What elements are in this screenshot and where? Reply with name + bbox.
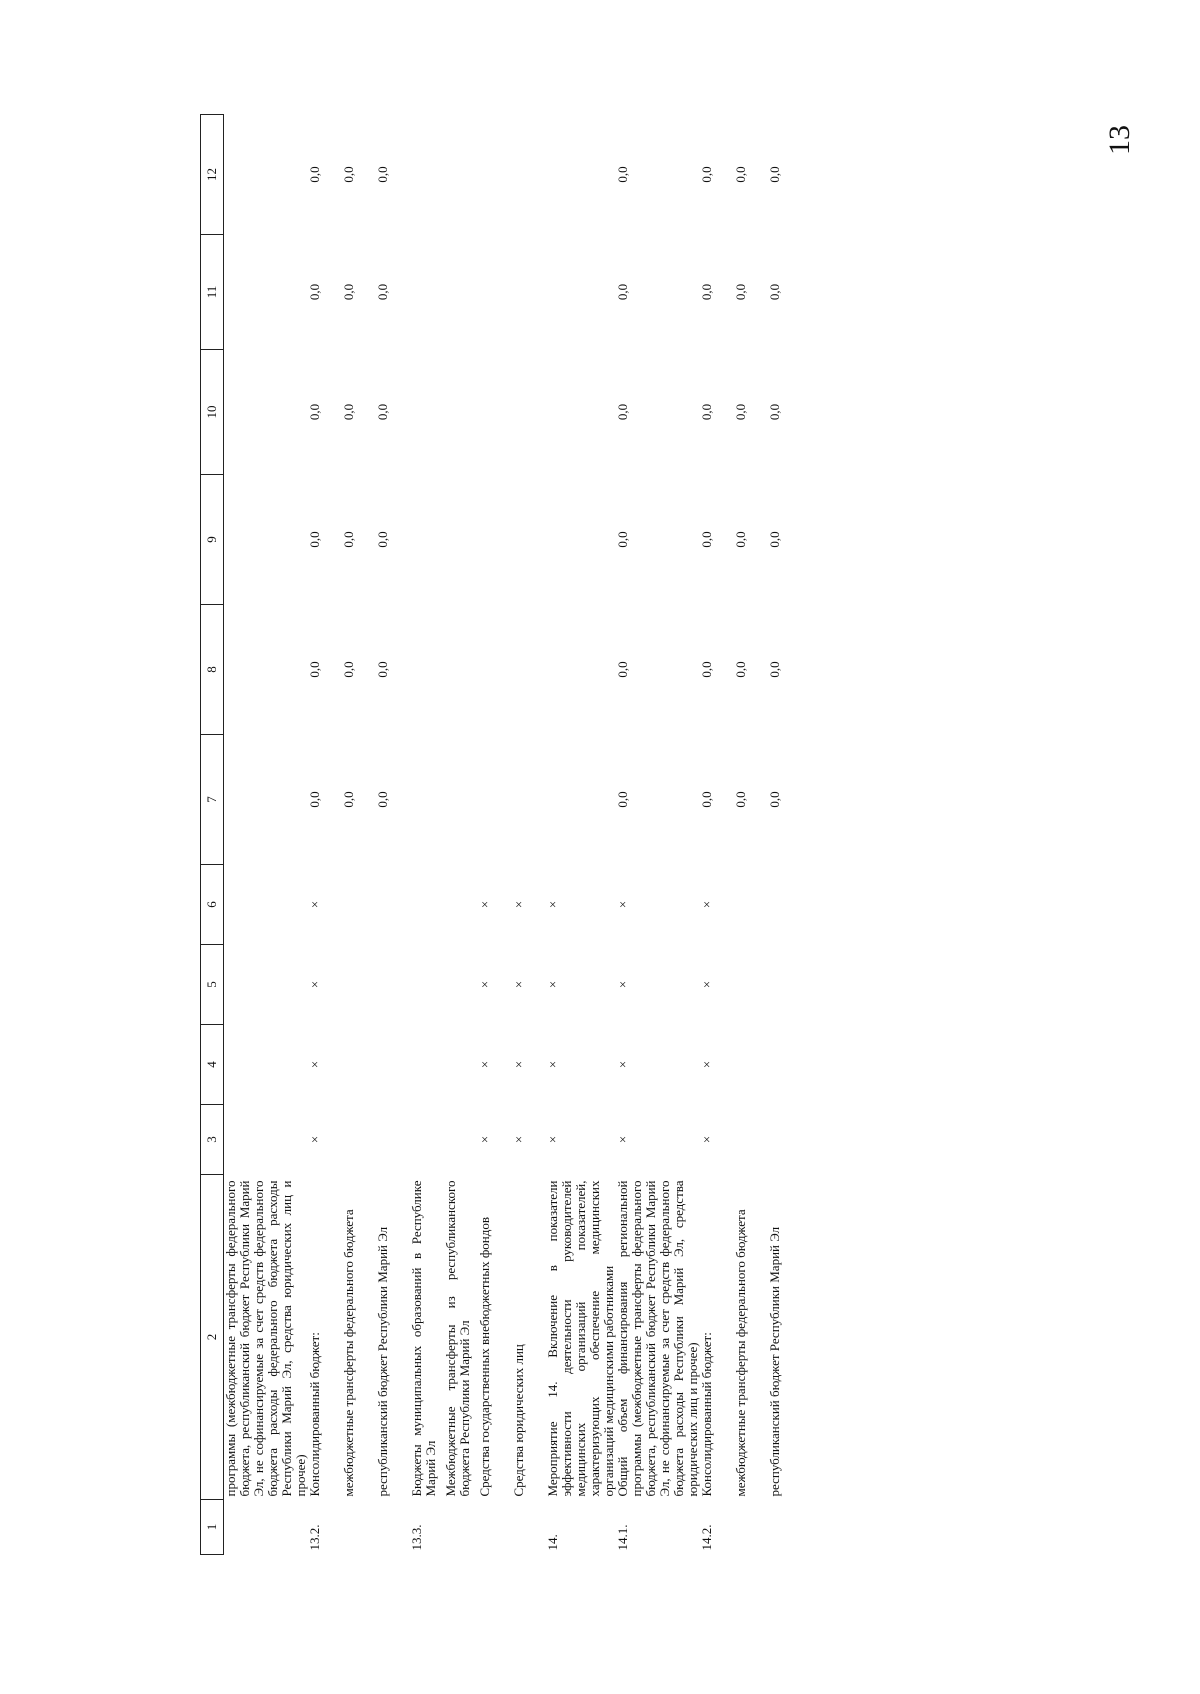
table-row: [700, 115, 734, 1555]
table-row: [768, 115, 802, 1555]
cell-c10: [444, 350, 478, 475]
cell-c11: 0,0: [699, 283, 714, 301]
cell-c9: 0,0: [375, 531, 390, 548]
cell-c10: 0,0: [307, 403, 322, 421]
cell-c10: 0,0: [733, 403, 748, 421]
cell-c8: 0,0: [733, 661, 748, 678]
cell-c12: [410, 115, 444, 235]
cell-c10: 0,0: [615, 403, 630, 421]
cell-c11: [546, 235, 616, 350]
cell-c12: 0,0: [699, 166, 714, 183]
cell-c12: [478, 115, 512, 235]
table-row: [308, 115, 342, 1555]
column-header-1: 1: [201, 1500, 224, 1555]
financing-table: [200, 114, 802, 1555]
cell-c4: [224, 1025, 309, 1105]
cell-c9: 0,0: [307, 531, 322, 548]
cell-c7: [444, 735, 478, 865]
table-row: [444, 115, 478, 1555]
cell-c3: ×: [615, 1135, 630, 1144]
cell-c12: [512, 115, 546, 235]
column-header-8: 8: [201, 605, 224, 735]
cell-c10: 0,0: [699, 403, 714, 421]
cell-c6: [444, 865, 478, 945]
cell-c7: [478, 735, 512, 865]
row-description: Средства государственных внебюджетных фондов: [477, 1217, 492, 1497]
cell-c9: [478, 475, 512, 605]
cell-c5: [224, 945, 309, 1025]
cell-c3: ×: [699, 1135, 714, 1144]
cell-c4: ×: [511, 1060, 526, 1069]
table-row: [546, 115, 616, 1555]
cell-c8: [224, 605, 309, 735]
row-number: [224, 1500, 309, 1555]
cell-c7: [224, 735, 309, 865]
cell-c6: ×: [511, 900, 526, 909]
cell-c8: [512, 605, 546, 735]
cell-c10: [546, 350, 616, 475]
rotated-table-container: [200, 115, 980, 1555]
cell-c12: [224, 115, 309, 235]
cell-c4: ×: [477, 1060, 492, 1069]
cell-c7: 0,0: [307, 791, 322, 808]
cell-c12: 0,0: [375, 166, 390, 183]
row-number: [478, 1500, 512, 1555]
cell-c11: [444, 235, 478, 350]
cell-c9: 0,0: [341, 531, 356, 548]
cell-c12: 0,0: [767, 166, 782, 183]
cell-c4: [376, 1025, 410, 1105]
cell-c3: [410, 1105, 444, 1175]
column-header-2: 2: [201, 1175, 224, 1500]
cell-c6: ×: [477, 900, 492, 909]
column-header-7: 7: [201, 735, 224, 865]
cell-c8: 0,0: [767, 661, 782, 678]
cell-c11: 0,0: [733, 283, 748, 301]
cell-c11: 0,0: [375, 283, 390, 301]
cell-c6: [376, 865, 410, 945]
row-number: 13.3.: [409, 1524, 424, 1551]
cell-c6: [734, 865, 768, 945]
cell-c4: [342, 1025, 376, 1105]
table-row: [342, 115, 376, 1555]
cell-c5: ×: [615, 980, 630, 989]
cell-c6: ×: [307, 900, 322, 909]
row-number: [376, 1500, 410, 1555]
cell-c9: [546, 475, 616, 605]
row-description: Средства юридических лиц: [511, 1344, 526, 1497]
cell-c4: [444, 1025, 478, 1105]
cell-c6: ×: [545, 900, 560, 909]
cell-c5: [444, 945, 478, 1025]
cell-c3: [768, 1105, 802, 1175]
cell-c7: [512, 735, 546, 865]
table-header-row: [201, 115, 224, 1555]
table-row: [512, 115, 546, 1555]
row-description: Консолидированный бюджет:: [699, 1332, 714, 1497]
cell-c5: ×: [699, 980, 714, 989]
cell-c11: 0,0: [341, 283, 356, 301]
cell-c12: 0,0: [733, 166, 748, 183]
cell-c7: 0,0: [341, 791, 356, 808]
column-header-5: 5: [201, 945, 224, 1025]
cell-c8: 0,0: [699, 661, 714, 678]
row-description: республиканский бюджет Республики Марий Эл: [767, 1226, 782, 1497]
cell-c11: [224, 235, 309, 350]
column-header-6: 6: [201, 865, 224, 945]
cell-c3: [734, 1105, 768, 1175]
cell-c12: [546, 115, 616, 235]
cell-c6: [224, 865, 309, 945]
cell-c11: [478, 235, 512, 350]
cell-c8: [546, 605, 616, 735]
cell-c10: [478, 350, 512, 475]
cell-c5: [734, 945, 768, 1025]
cell-c10: [224, 350, 309, 475]
cell-c11: 0,0: [307, 283, 322, 301]
cell-c9: [444, 475, 478, 605]
table-row: [376, 115, 410, 1555]
row-number: [444, 1500, 478, 1555]
cell-c12: 0,0: [615, 166, 630, 183]
cell-c8: 0,0: [375, 661, 390, 678]
row-description: Межбюджетные трансферты из республиканского бюджета Республики Марий Эл: [443, 1180, 472, 1497]
cell-c5: [768, 945, 802, 1025]
cell-c6: ×: [615, 900, 630, 909]
cell-c4: ×: [699, 1060, 714, 1069]
cell-c8: [410, 605, 444, 735]
cell-c4: [734, 1025, 768, 1105]
cell-c7: 0,0: [375, 791, 390, 808]
cell-c7: [410, 735, 444, 865]
cell-c5: ×: [477, 980, 492, 989]
cell-c6: ×: [699, 900, 714, 909]
cell-c4: ×: [545, 1060, 560, 1069]
row-description: межбюджетные трансферты федерального бюджета: [341, 1209, 356, 1497]
cell-c5: ×: [545, 980, 560, 989]
table-row: [224, 115, 309, 1555]
row-number: 13.2.: [307, 1524, 322, 1551]
cell-c8: 0,0: [307, 661, 322, 678]
cell-c7: 0,0: [699, 791, 714, 808]
column-header-12: 12: [201, 115, 224, 235]
cell-c9: [512, 475, 546, 605]
row-number: 14.1.: [615, 1524, 630, 1551]
cell-c4: ×: [307, 1060, 322, 1069]
cell-c9: 0,0: [615, 531, 630, 548]
cell-c12: [444, 115, 478, 235]
cell-c6: [342, 865, 376, 945]
cell-c5: ×: [307, 980, 322, 989]
row-number: [734, 1500, 768, 1555]
cell-c3: [342, 1105, 376, 1175]
cell-c11: [410, 235, 444, 350]
cell-c3: ×: [545, 1135, 560, 1144]
cell-c6: [768, 865, 802, 945]
cell-c7: 0,0: [733, 791, 748, 808]
cell-c8: [444, 605, 478, 735]
cell-c10: [410, 350, 444, 475]
cell-c3: [376, 1105, 410, 1175]
cell-c5: [410, 945, 444, 1025]
cell-c12: 0,0: [307, 166, 322, 183]
cell-c8: 0,0: [615, 661, 630, 678]
row-number: [768, 1500, 802, 1555]
cell-c6: [410, 865, 444, 945]
table-row: [478, 115, 512, 1555]
cell-c11: 0,0: [767, 283, 782, 301]
table-row: [616, 115, 700, 1555]
row-description: программы (межбюджетные трансферты федерального бюджета, республиканский бюджет Республики Марий Эл, не софинансируемые за счет средств федерального бюджета расходы федерального бюджета расходы Республики Марий Эл, средства юридических лиц и прочее): [223, 1180, 308, 1497]
cell-c3: ×: [307, 1135, 322, 1144]
row-number: [342, 1500, 376, 1555]
cell-c3: [224, 1105, 309, 1175]
cell-c5: [342, 945, 376, 1025]
cell-c4: [768, 1025, 802, 1105]
cell-c10: 0,0: [767, 403, 782, 421]
cell-c8: 0,0: [341, 661, 356, 678]
cell-c8: [478, 605, 512, 735]
row-number: 14.2.: [699, 1524, 714, 1551]
cell-c12: 0,0: [341, 166, 356, 183]
cell-c9: [410, 475, 444, 605]
cell-c9: [224, 475, 309, 605]
cell-c11: 0,0: [615, 283, 630, 301]
row-description: Мероприятие 14. Включение в показатели эффективности деятельности руководителей медицинских организаций показателей, характеризующих обеспечение медицинских организаций медицинскими работниками: [545, 1180, 616, 1497]
row-description: межбюджетные трансферты федерального бюджета: [733, 1209, 748, 1497]
cell-c3: ×: [477, 1135, 492, 1144]
cell-c5: [376, 945, 410, 1025]
page-number: 13: [1103, 125, 1136, 155]
cell-c9: 0,0: [767, 531, 782, 548]
row-description: Бюджеты муниципальных образований в Республике Марий Эл: [409, 1180, 438, 1497]
column-header-11: 11: [201, 235, 224, 350]
cell-c3: ×: [511, 1135, 526, 1144]
table-body: [224, 115, 803, 1555]
cell-c10: 0,0: [375, 403, 390, 421]
row-description: республиканский бюджет Республики Марий Эл: [375, 1226, 390, 1497]
column-header-4: 4: [201, 1025, 224, 1105]
row-description: Общий объем финансирования региональной программы (межбюджетные трансферты федерального бюджета, республиканский бюджет Республики Марий Эл, не софинансируемые за счет средств федерального бюджета расходы Республики Марий Эл, средства юридических лиц и прочее): [615, 1180, 700, 1497]
cell-c5: ×: [511, 980, 526, 989]
cell-c3: [444, 1105, 478, 1175]
cell-c4: ×: [615, 1060, 630, 1069]
cell-c10: 0,0: [341, 403, 356, 421]
cell-c7: [546, 735, 616, 865]
cell-c10: [512, 350, 546, 475]
row-description: Консолидированный бюджет:: [307, 1332, 322, 1497]
column-header-9: 9: [201, 475, 224, 605]
row-number: 14.: [545, 1534, 560, 1551]
table-row: [410, 115, 444, 1555]
column-header-3: 3: [201, 1105, 224, 1175]
cell-c7: 0,0: [615, 791, 630, 808]
cell-c4: [410, 1025, 444, 1105]
row-number: [512, 1500, 546, 1555]
table-row: [734, 115, 768, 1555]
cell-c9: 0,0: [733, 531, 748, 548]
column-header-10: 10: [201, 350, 224, 475]
cell-c7: 0,0: [767, 791, 782, 808]
cell-c9: 0,0: [699, 531, 714, 548]
cell-c11: [512, 235, 546, 350]
